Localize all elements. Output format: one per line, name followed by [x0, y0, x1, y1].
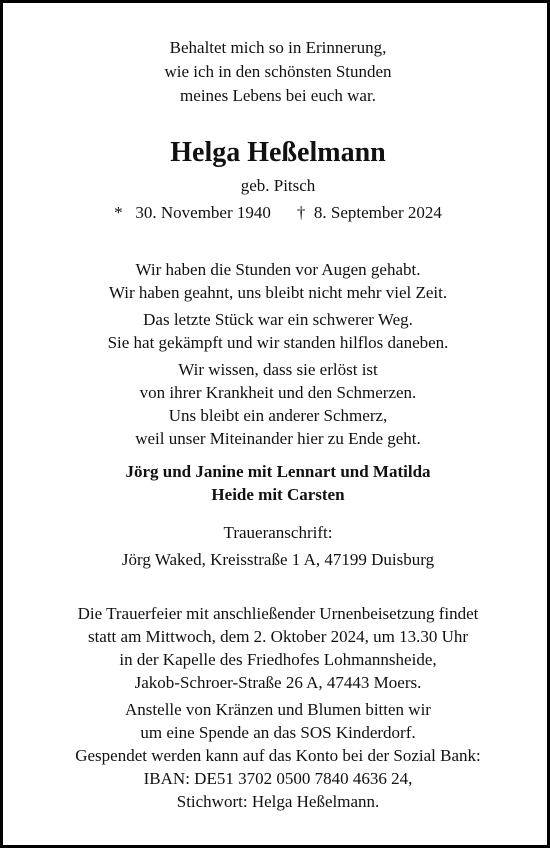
memorial-poem — [3, 258, 550, 450]
address-value: Jörg Waked, Kreisstraße 1 A, 47199 Duisburg — [121, 550, 435, 569]
donation-iban: IBAN: DE51 3702 0500 7840 4636 24, — [143, 769, 413, 788]
birth-symbol: * — [114, 203, 123, 222]
poem-line: Uns bleibt ein anderer Schmerz, — [168, 406, 388, 425]
ceremony-line: Jakob-Schroer-Straße 26 A, 47443 Moers. — [134, 673, 422, 692]
ceremony-line: Die Trauerfeier mit anschließender Urnenbeisetzung findet — [77, 604, 479, 623]
poem-line: Wir haben geahnt, uns bleibt nicht mehr viel Zeit. — [108, 283, 448, 302]
deceased-name: Helga Heßelmann — [170, 137, 386, 168]
opening-verse — [3, 36, 550, 108]
death-date: 8. September 2024 — [313, 203, 442, 222]
ceremony-line: in der Kapelle des Friedhofes Lohmannsheide, — [119, 650, 437, 669]
donation-line: Gespendet werden kann auf das Konto bei der Sozial Bank: — [75, 746, 481, 765]
birth-name: geb. Pitsch — [240, 176, 316, 195]
funeral-service-info — [3, 602, 550, 813]
poem-line: Wir wissen, dass sie erlöst ist — [178, 360, 378, 379]
poem-line: Sie hat gekämpft und wir standen hilflos daneben. — [107, 333, 449, 352]
life-dates — [3, 201, 550, 225]
donation-line: Anstelle von Kränzen und Blumen bitten wir — [125, 700, 431, 719]
poem-line: von ihrer Krankheit und den Schmerzen. — [139, 383, 417, 402]
donation-keyword: Stichwort: Helga Heßelmann. — [176, 792, 380, 811]
verse-line: wie ich in den schönsten Stunden — [164, 62, 392, 81]
birth-date: 30. November 1940 — [135, 203, 271, 222]
donation-line: um eine Spende an das SOS Kinderdorf. — [140, 723, 416, 742]
family-line: Heide mit Carsten — [211, 485, 345, 504]
poem-line: Wir haben die Stunden vor Augen gehabt. — [135, 260, 421, 279]
family-line: Jörg und Janine mit Lennart und Matilda — [125, 462, 431, 481]
mourning-family — [3, 460, 550, 506]
verse-line: meines Lebens bei euch war. — [180, 86, 376, 105]
poem-line: weil unser Miteinander hier zu Ende geht. — [135, 429, 421, 448]
death-symbol: † — [296, 203, 306, 222]
mourning-address — [3, 521, 550, 572]
verse-line: Behaltet mich so in Erinnerung, — [169, 38, 387, 57]
address-label: Traueranschrift: — [223, 523, 333, 542]
poem-line: Das letzte Stück war ein schwerer Weg. — [143, 310, 413, 329]
ceremony-line: statt am Mittwoch, dem 2. Oktober 2024, um 13.30 Uhr — [87, 627, 469, 646]
